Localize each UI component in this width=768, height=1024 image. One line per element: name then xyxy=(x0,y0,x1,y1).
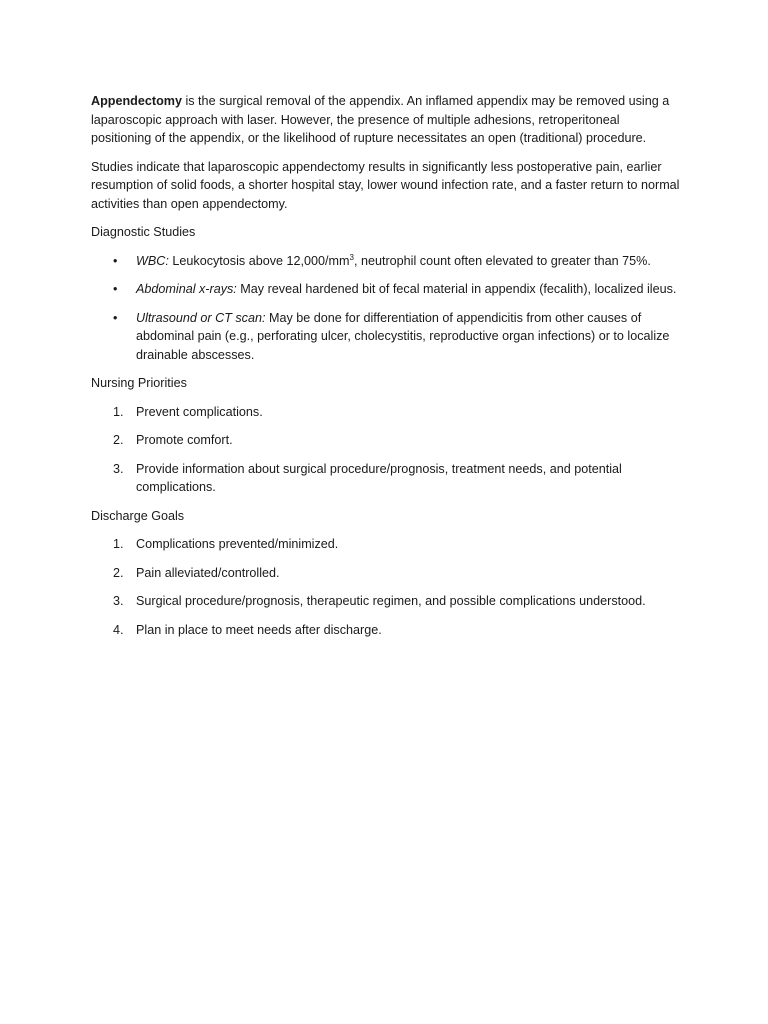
diagnostic-label: Abdominal x-rays: xyxy=(136,282,237,296)
diagnostic-text: May be done for differentiation of appendicitis from other causes of abdominal pain (e.g., perforating ulcer, cholecystitis, reproductive organ infections) or to localize drainable abscesses. xyxy=(136,310,670,362)
list-item xyxy=(91,309,681,365)
nursing-heading: Nursing Priorities xyxy=(91,376,187,390)
intro-definition: is the surgical removal of the appendix. An inflamed appendix may be removed using a laparoscopic approach with laser. However, the presence of multiple adhesions, retroperitoneal positioning of the appendix, or the likelihood of rupture necessitates an open (traditional) procedure. xyxy=(91,94,670,145)
list-item-text: Prevent complications. xyxy=(136,404,263,419)
list-item xyxy=(91,592,681,611)
bullet-icon: • xyxy=(113,310,118,325)
studies-paragraph: Studies indicate that laparoscopic appendectomy results in significantly less postoperative pain, earlier resumption of solid foods, a shorter hospital stay, lower wound infection rate, and a faster return to normal activities than open appendectomy. xyxy=(91,159,680,211)
diagnostic-label: WBC: xyxy=(136,253,169,268)
list-item-text: Plan in place to meet needs after discharge. xyxy=(136,622,382,637)
nursing-list xyxy=(91,403,681,497)
list-number: 2. xyxy=(113,433,124,447)
list-number: 1. xyxy=(113,404,124,419)
list-item xyxy=(91,403,681,422)
list-number: 4. xyxy=(113,622,124,637)
list-item xyxy=(91,460,681,497)
discharge-list xyxy=(91,535,681,639)
superscript: 3 xyxy=(349,252,354,262)
bullet-icon: • xyxy=(113,282,118,296)
intro-paragraph xyxy=(91,92,681,148)
list-item xyxy=(91,564,681,583)
diagnostic-list xyxy=(91,252,681,365)
list-item xyxy=(91,252,681,271)
discharge-heading: Discharge Goals xyxy=(91,508,185,523)
diagnostic-label: Ultrasound or CT scan: xyxy=(136,310,266,325)
diagnostic-text-after: , neutrophil count often elevated to greater than 75%. xyxy=(353,253,651,268)
list-item-text: Complications prevented/minimized. xyxy=(136,537,339,551)
list-number: 1. xyxy=(113,537,124,551)
list-item-text: Surgical procedure/prognosis, therapeutic regimen, and possible complications understood. xyxy=(136,594,646,608)
list-item xyxy=(91,431,681,450)
document-page xyxy=(91,92,681,649)
intro-term: Appendectomy xyxy=(91,94,182,108)
list-item xyxy=(91,621,681,640)
list-number: 3. xyxy=(113,594,124,608)
bullet-icon: • xyxy=(113,253,118,268)
list-item-text: Provide information about surgical procedure/prognosis, treatment needs, and potential complications. xyxy=(136,461,622,494)
list-number: 3. xyxy=(113,461,124,476)
list-item-text: Pain alleviated/controlled. xyxy=(136,565,280,580)
diagnostic-text: Leukocytosis above 12,000/mm xyxy=(168,253,350,268)
diagnostic-text: May reveal hardened bit of fecal material in appendix (fecalith), localized ileus. xyxy=(236,282,677,296)
list-item-text: Promote comfort. xyxy=(136,433,233,447)
list-item xyxy=(91,535,681,554)
list-number: 2. xyxy=(113,565,124,580)
diagnostic-heading: Diagnostic Studies xyxy=(91,225,196,239)
list-item xyxy=(91,280,681,299)
